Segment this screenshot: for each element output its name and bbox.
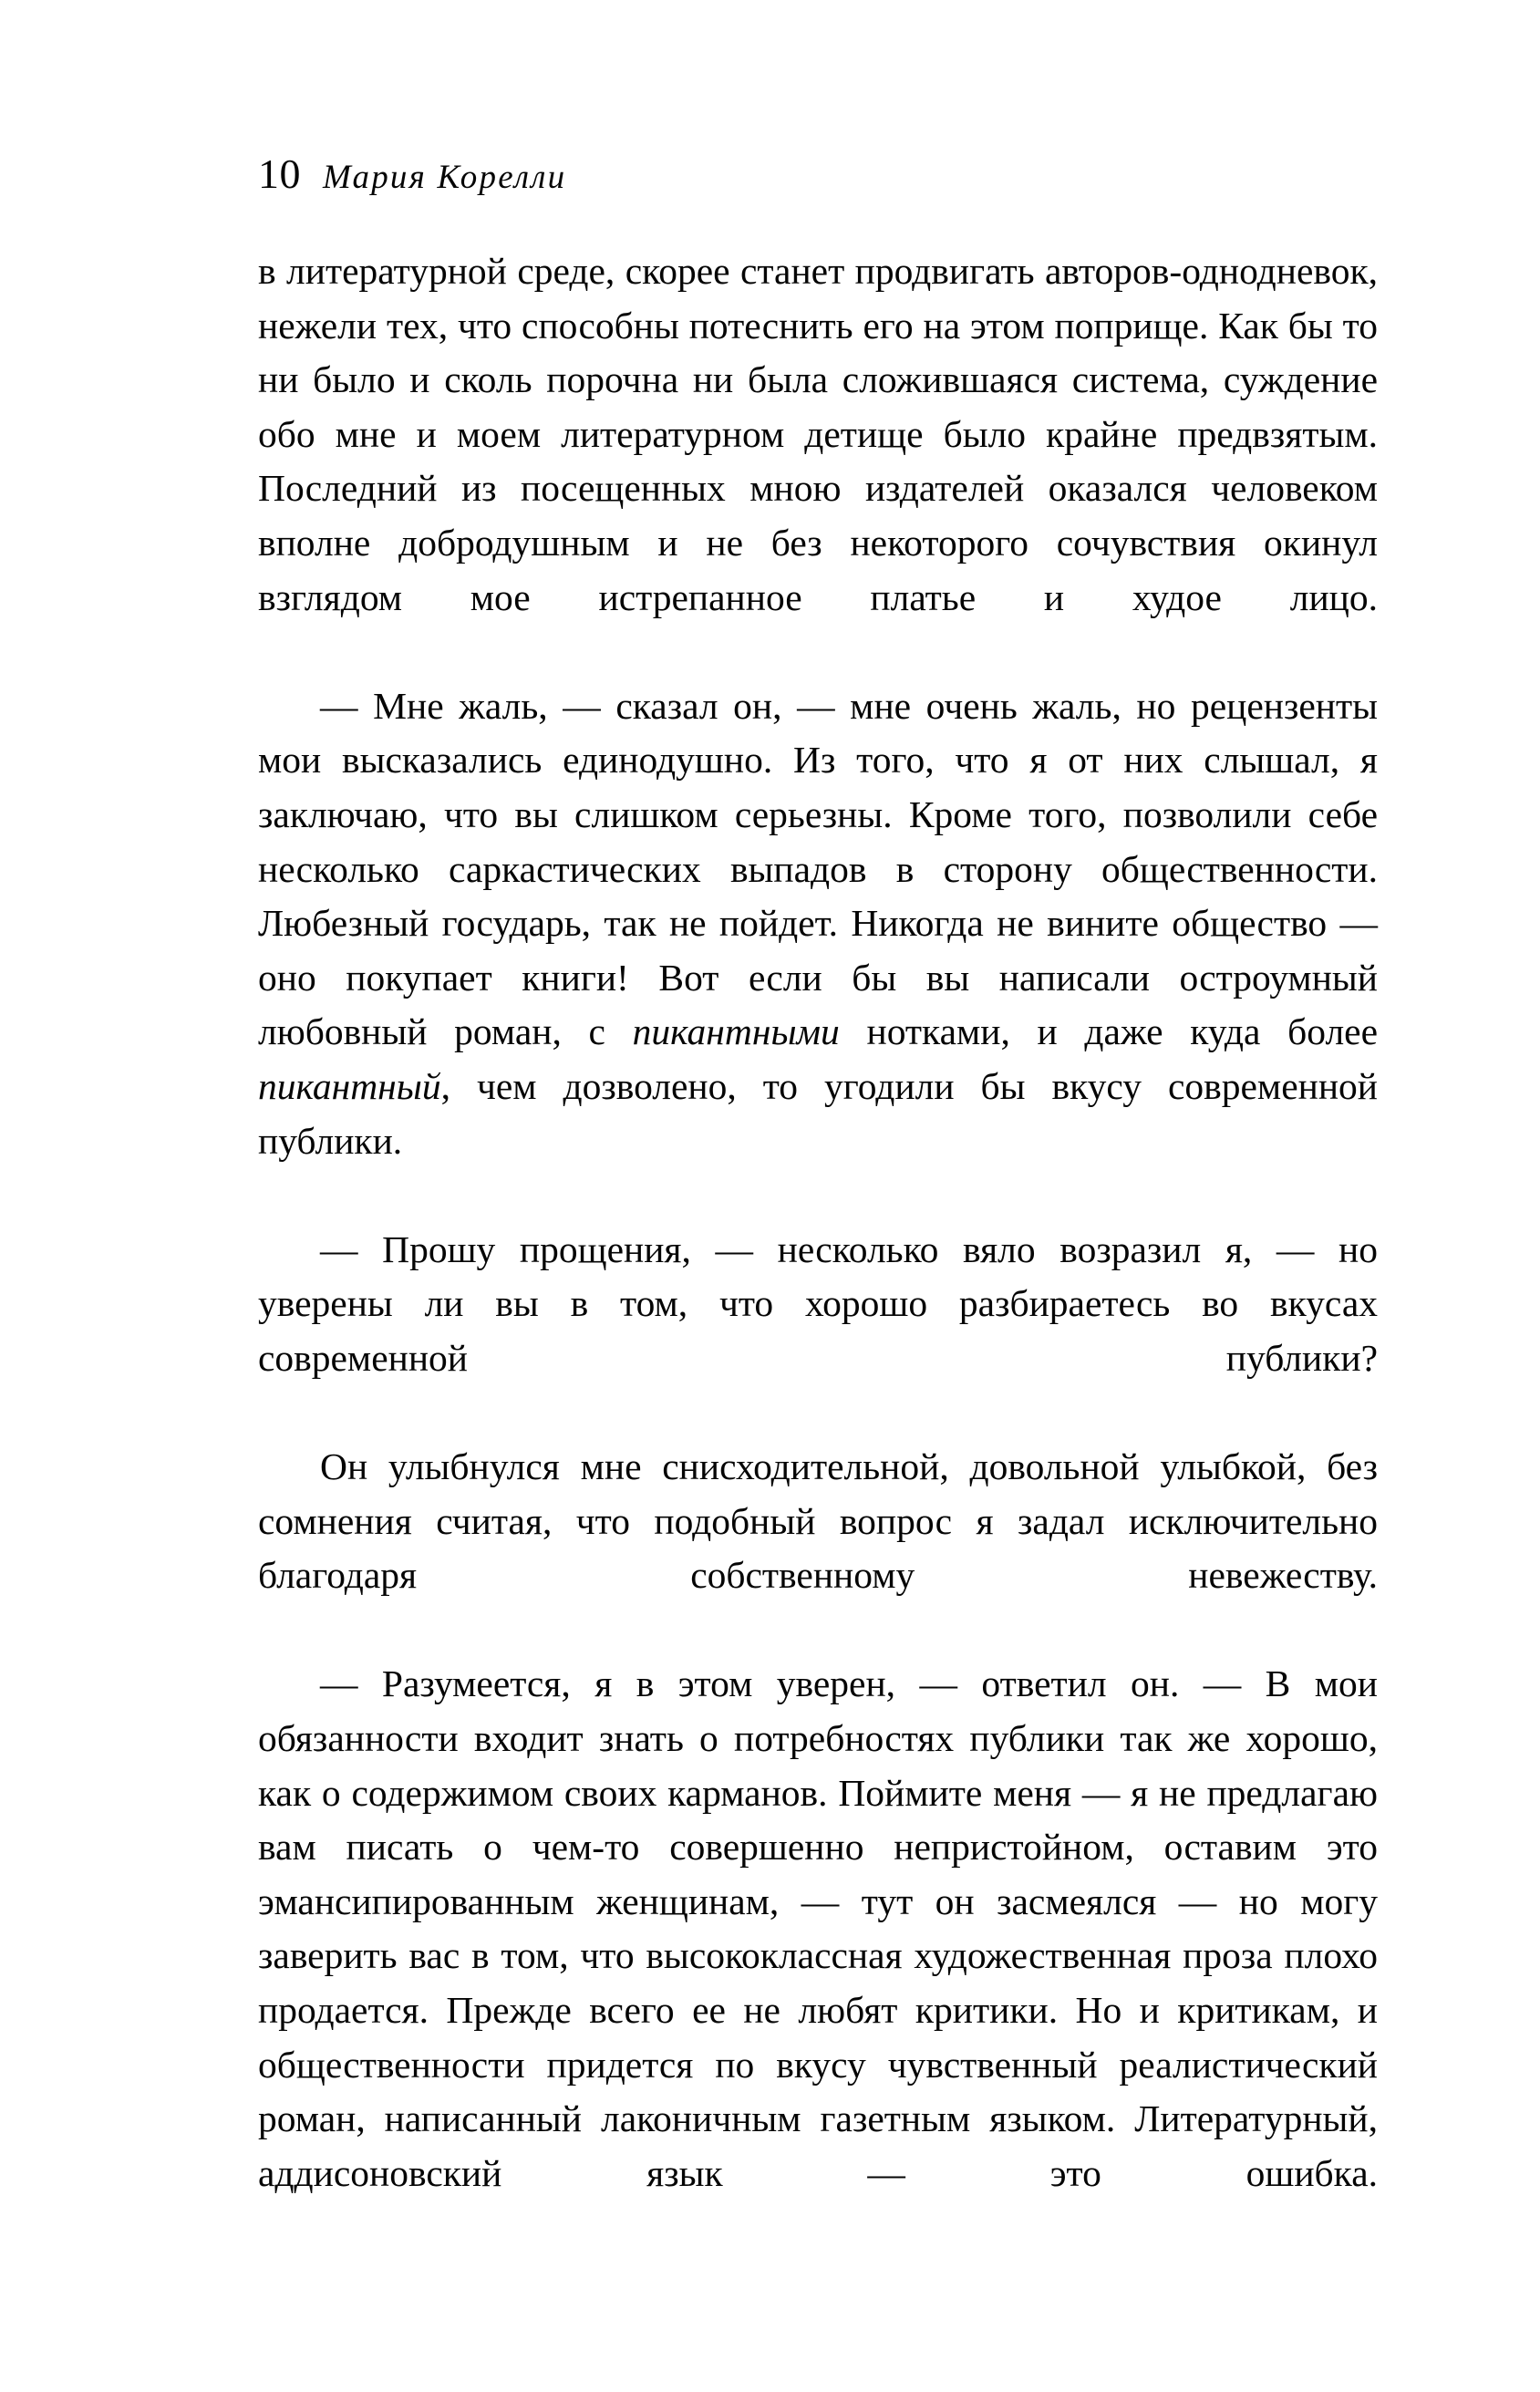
body-text-column xyxy=(258,244,1378,2255)
paragraph-dialogue-narrator: — Прошу прощения, — несколько вяло возразил я, — но уверены ли вы в том, что хорошо разбираетесь во вкусах современной публики? xyxy=(258,1227,1378,1379)
paragraph-text: , чем дозволено, то угодили бы вкусу современной публики. xyxy=(258,1064,1378,1162)
paragraph-continuation: в литературной среде, скорее станет продвигать авторов-однодневок, нежели тех, что способны потеснить его на этом поприще. Как бы то ни было и сколь порочна ни была сложившаяся система, суждение обо мне и моем литературном детище было крайне предвзятым. Последний из посещенных мною издателей оказался человеком вполне добродушным и не без некоторого сочувствия окинул взглядом мое истрепанное платье и худое лицо. xyxy=(258,250,1378,618)
paragraph-narration-smile: Он улыбнулся мне снисходительной, довольной улыбкой, без сомнения считая, что подобный вопрос я задал исключительно благодаря собственному невежеству. xyxy=(258,1445,1378,1597)
paragraph-text: — Мне жаль, — сказал он, — мне очень жаль, но рецензенты мои высказались единодушно. Из того, что я от них слышал, я заключаю, что вы слишком серьезны. Кроме того, позволили себе несколько саркастических выпадов в сторону общественности. Любезный государь, так не пойдет. Никогда не вините общество — оно покупает книги! Вот если бы вы написали остроумный любовный роман, с xyxy=(258,684,1378,1053)
emphasized-text: пикантный xyxy=(258,1064,441,1107)
running-head xyxy=(258,150,1380,197)
emphasized-text: пикантными xyxy=(632,1010,840,1053)
page-number: 10 xyxy=(258,150,301,197)
running-head-author: Мария Корелли xyxy=(323,159,567,196)
paragraph-text: нотками, и даже куда более xyxy=(839,1010,1379,1053)
paragraph-dialogue-publisher xyxy=(258,679,1378,1223)
paragraph-dialogue-publisher-reply: — Разумеется, я в этом уверен, — ответил он. — В мои обязанности входит знать о потребностях публики так же хорошо, как о содержимом своих карманов. Поймите меня — я не предлагаю вам писать о чем-то совершенно непристойном, оставим это эмансипированным женщинам, — тут он засмеялся — но могу заверить вас в том, что высококлассная художественная проза плохо продается. Прежде всего ее не любят критики. Но и критикам, и общественности придется по вкусу чувственный реалистический роман, написанный лаконичным газетным языком. Литературный, аддисоновский язык — это ошибка. xyxy=(258,1662,1378,2194)
